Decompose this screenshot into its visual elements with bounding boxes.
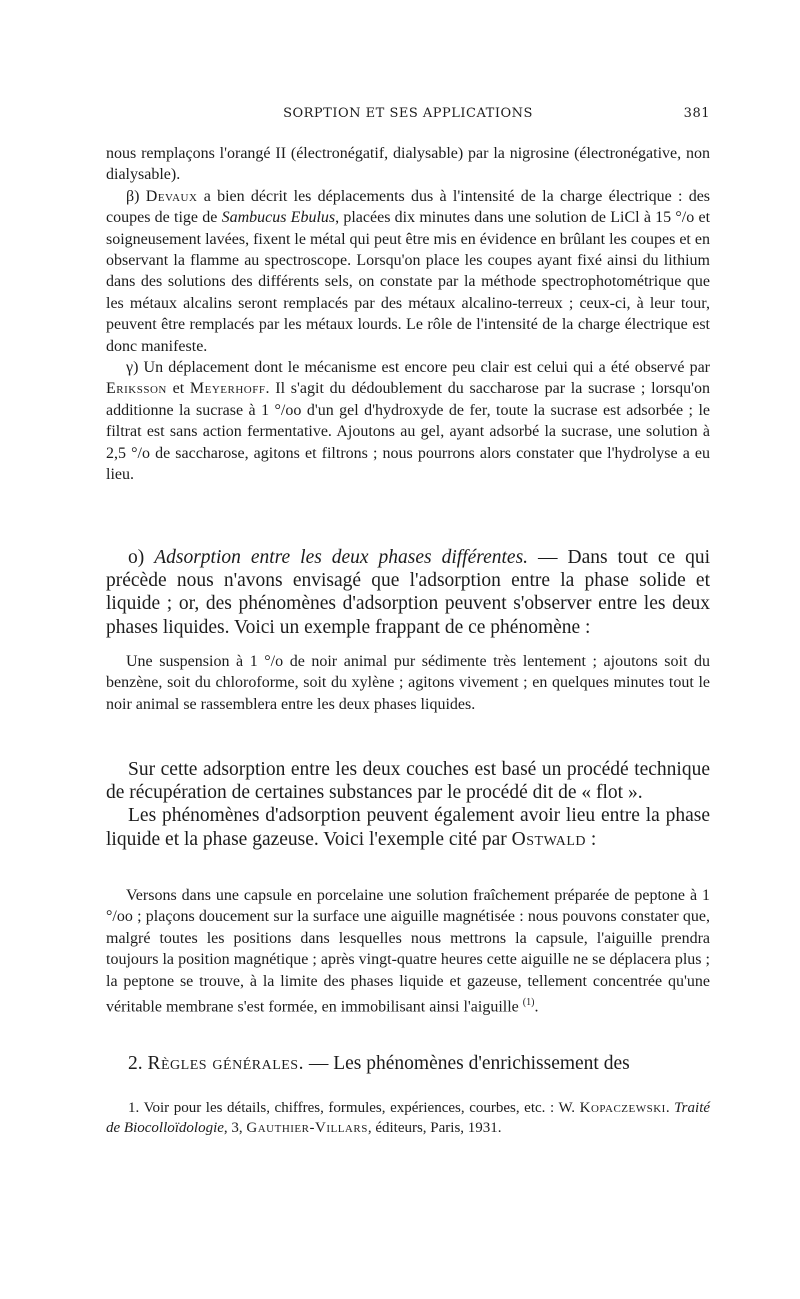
footnote-text: Voir pour les détails, chiffres, formules, expériences, courbes, etc. : W.: [143, 1100, 576, 1116]
section-o-label: o): [128, 547, 145, 568]
section-o-heading: Adsorption entre les deux phases différentes.: [154, 547, 529, 568]
footnote-author: Kopaczewski: [579, 1100, 666, 1116]
footnote: [106, 1098, 710, 1138]
paragraph-beta: [106, 186, 710, 357]
continuation-block: [106, 143, 710, 486]
footnote-text-end: , éditeurs, Paris, 1931.: [367, 1120, 502, 1136]
example-black-charcoal: [106, 651, 710, 715]
section-o: [106, 546, 710, 639]
author-ostwald: Ostwald: [511, 828, 587, 850]
running-title: SORPTION ET SES APPLICATIONS: [283, 106, 533, 121]
paragraph-nigrosine: nous remplaçons l'orangé II (électronégatif, dialysable) par la nigrosine (électronégative, non dialysable).: [106, 145, 710, 184]
paragraph-gamma: [106, 357, 710, 485]
paragraph-beta-text: a bien décrit les déplacements dus à l'intensité de la charge électrique : des coupes de tige de: [106, 187, 711, 227]
paragraph-gamma-text: Un déplacement dont le mécanisme est encore peu clair est celui qui a été observé par: [143, 359, 711, 377]
author-eriksson: Eriksson: [106, 380, 167, 398]
example-1-text: Une suspension à 1 °/o de noir animal pur sédimente très lentement ; ajoutons soit du benzène, soit du chloroforme, soit du xylène ; agitons vivement ; en quelques minutes tout le noir animal se rassemblera entre les deux phases liquides.: [106, 653, 710, 713]
example-peptone: [106, 885, 710, 1018]
colon: :: [586, 828, 597, 850]
species-name: Sambucus Ebulus: [221, 209, 336, 227]
author-meyerhoff: Meyerhoff: [189, 380, 266, 398]
paragraph-gamma-text-cont: . Il s'agit du dédoublement du saccharose par la sucrase ; lorsqu'on additionne la sucrase à 1 °/oo d'un gel d'hydroxyde de fer, toute la sucrase est adsorbée ; le filtrat est sans action fermentative. Ajoutons au gel, ayant adsorbé la sucrase, une solution à 2,5 °/o de saccharose, agitons et filtrons ; nous pourrons alors constater que l'hydrolyse a eu lieu.: [106, 380, 711, 484]
running-header: [106, 106, 710, 126]
example-2-paragraph: [106, 885, 710, 1018]
author-devaux: Devaux: [145, 187, 198, 205]
paragraph-beta-text-cont: , placées dix minutes dans une solution de LiCl à 15 °/o et soigneusement lavées, fixent le métal qui peut être mis en évidence en brûlant les coupes et en observant la flamme au spectroscope. Lorsqu'on place les coupes ayant fixé ainsi du lithium dans des solutions des différents sels, on constate par la méthode spectrophotométrique que les métaux alcalins seront remplacés par des métaux alcalino-terreux ; ceux-ci, à leur tour, peuvent être remplacés par les métaux lourds. Le rôle de l'intensité de la charge électrique est donc manifeste.: [106, 209, 711, 355]
period: .: [534, 998, 539, 1016]
section-2-number: 2.: [128, 1053, 143, 1074]
footnote-book-title: Traité de Biocolloïdologie: [106, 1100, 711, 1136]
section-2-heading: [106, 1052, 710, 1075]
footnote-publisher: Gauthier-Villars: [246, 1120, 368, 1136]
item-label-gamma: γ): [126, 359, 139, 377]
paragraph-flot: Sur cette adsorption entre les deux couches est basé un procédé technique de récupération de certaines substances par le procédé dit de « flot ».: [106, 759, 710, 804]
section-2-text: — Les phénomènes d'enrichissement des: [308, 1053, 630, 1074]
footnote-ref: (1): [522, 997, 535, 1009]
item-label-beta: β): [126, 187, 140, 205]
paragraph-gas-phase-text: Les phénomènes d'adsorption peuvent également avoir lieu entre la phase liquide et la phase gazeuse. Voici l'exemple cité par: [106, 805, 710, 850]
footnote-paragraph: 1. Voir pour les détails, chiffres, formules, expériences, courbes, etc. : W. Kopaczewski. Traité de Biocolloïdologie, 3, Gauthier-Villars, éditeurs, Paris, 1931.: [106, 1100, 711, 1136]
section-2-title: Règles générales.: [147, 1053, 304, 1074]
footnote-number: 1.: [128, 1100, 140, 1116]
footnote-volume: , 3,: [223, 1120, 243, 1136]
page-number: 381: [683, 106, 710, 121]
section-flot: [106, 758, 710, 851]
example-2-text: Versons dans une capsule en porcelaine une solution fraîchement préparée de peptone à 1 °/oo ; plaçons doucement sur la surface une aiguille magnétisée : nous pouvons constater que, malgré toutes les positions dans lesquelles nous mettrons la capsule, l'aiguille prendra toujours la position magnétique ; après vingt-quatre heures cette aiguille ne se déplacera plus ; la peptone se trouve, à la limite des phases liquide et gazeuse, tellement concentrée qu'une véritable membrane s'est formée, en immobilisant ainsi l'aiguille: [106, 887, 710, 1016]
section-2-paragraph: [106, 1052, 710, 1075]
conjunction: et: [172, 380, 185, 398]
paragraph-gas-phase: [106, 804, 710, 850]
section-o-text: — Dans tout ce qui précède nous n'avons envisagé que l'adsorption entre la phase solide et liquide ; or, des phénomènes d'adsorption peuvent s'observer entre les deux phases liquides. Voici un exemple frappant de ce phénomène :: [106, 547, 711, 638]
section-o-paragraph: [106, 546, 710, 639]
